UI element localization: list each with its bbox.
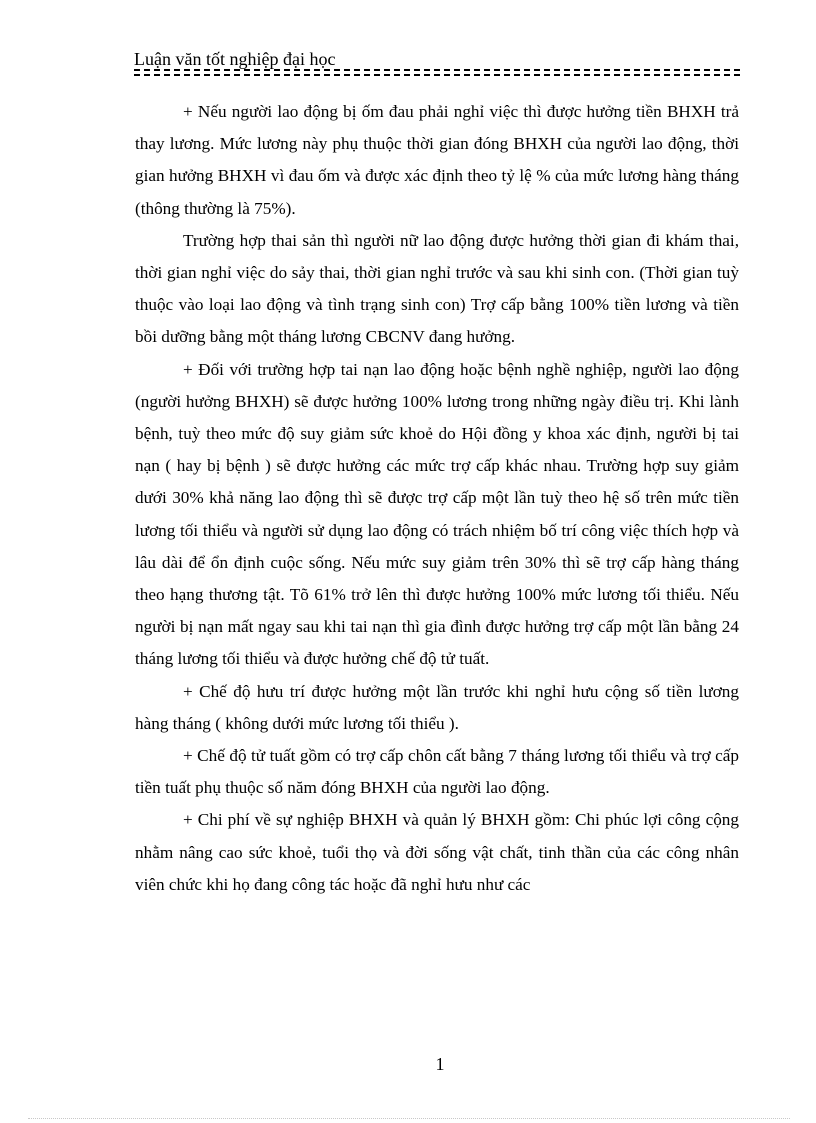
paragraph-retirement: + Chế độ hưu trí được hưởng một lần trước khi nghỉ hưu cộng số tiền lương hàng tháng ( không dưới mức lương tối thiểu ). xyxy=(135,681,739,733)
header-divider-bottom xyxy=(134,74,740,76)
page-number: 1 xyxy=(435,1054,445,1074)
paragraph-survivorship: + Chế độ tử tuất gồm có trợ cấp chôn cất bằng 7 tháng lương tối thiểu và trợ cấp tiền tuất phụ thuộc số năm đóng BHXH của người lao động. xyxy=(135,746,739,798)
header-divider-top xyxy=(134,69,740,71)
page-header xyxy=(134,48,740,78)
header-title: Luận văn tốt nghiệp đại học xyxy=(134,49,336,69)
paragraph-sick-leave: + Nếu người lao động bị ốm đau phải nghỉ việc thì được hưởng tiền BHXH trả thay lương. Mức lương này phụ thuộc thời gian đóng BHXH của người lao động, thời gian hưởng BHXH vì đau ốm và được xác định theo tỷ lệ % của mức lương hàng tháng (thông thường là 75%). xyxy=(135,102,739,218)
footer-divider xyxy=(28,1118,790,1119)
paragraph-bhxh-expenses: + Chi phí về sự nghiệp BHXH và quản lý BHXH gồm: Chi phúc lợi công cộng nhằm nâng cao sức khoẻ, tuổi thọ và đời sống vật chất, tinh thần của các công nhân viên chức khi họ đang công tác hoặc đã nghỉ hưu như các xyxy=(135,810,739,894)
paragraph-maternity: Trường hợp thai sản thì người nữ lao động được hưởng thời gian đi khám thai, thời gian nghỉ việc do sảy thai, thời gian nghỉ trước và sau khi sinh con. (Thời gian tuỳ thuộc vào loại lao động và tình trạng sinh con) Trợ cấp bằng 100% tiền lương và tiền bồi dưỡng bằng một tháng lương CBCNV đang hưởng. xyxy=(135,230,739,347)
paragraph-work-accident: + Đối với trường hợp tai nạn lao động hoặc bệnh nghề nghiệp, người lao động (người hưởng BHXH) sẽ được hưởng 100% lương trong những ngày điều trị. Khi lành bệnh, tuỳ theo mức độ suy giảm sức khoẻ do Hội đồng y khoa xác định, người bị tai nạn ( hay bị bệnh ) sẽ được hưởng các mức trợ cấp khác nhau. Trường hợp suy giảm dưới 30% khả năng lao động thì sẽ được trợ cấp một lần tuỳ theo hệ số trên mức tiền lương tối thiểu và người sử dụng lao động có trách nhiệm bố trí công việc thích hợp và lâu dài để ổn định cuộc sống. Nếu mức suy giảm trên 30% thì sẽ trợ cấp hàng tháng theo hạng thương tật. Tõ 61% trở lên thì được hưởng 100% mức lương tối thiểu. Nếu người bị nạn mất ngay sau khi tai nạn thì gia đình được hưởng trợ cấp một lần bằng 24 tháng lương tối thiểu và được hưởng chế độ tử tuất. xyxy=(135,359,739,669)
body-text xyxy=(135,96,739,901)
